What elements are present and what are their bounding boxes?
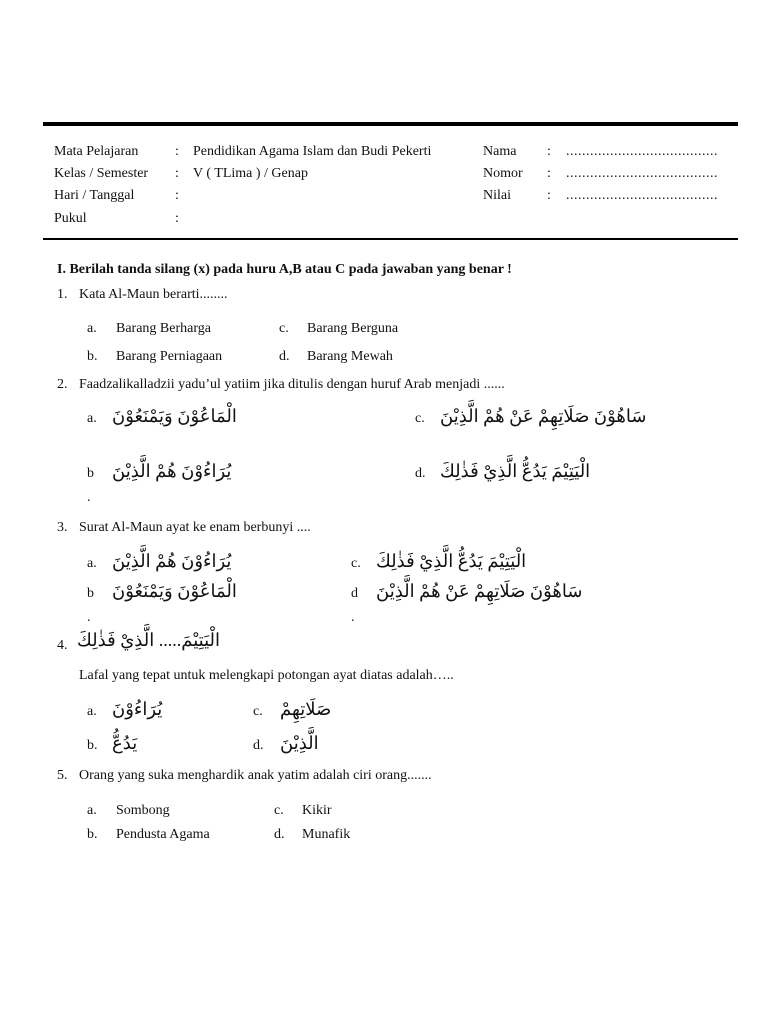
- question-number: 1.: [57, 287, 68, 302]
- option-letter-d[interactable]: d.: [274, 827, 285, 842]
- option-text-a[interactable]: Sombong: [116, 803, 170, 818]
- field-value-class: V ( TLima ) / Genap: [193, 166, 308, 181]
- field-blank-number[interactable]: ......................................: [566, 166, 718, 181]
- field-colon: :: [175, 166, 179, 181]
- option-letter-c[interactable]: c.: [274, 803, 284, 818]
- option-text-d[interactable]: سَاهُوْنَ صَلَاتِهِمْ عَنْ هُمْ الَّذِيْنَ: [376, 581, 583, 601]
- option-letter-d[interactable]: d.: [279, 349, 290, 364]
- field-label-class: Kelas / Semester: [54, 166, 149, 181]
- question-number: 2.: [57, 377, 68, 392]
- option-letter-a[interactable]: a.: [87, 411, 97, 426]
- option-text-b[interactable]: Barang Perniagaan: [116, 349, 223, 364]
- question-number: 5.: [57, 768, 68, 783]
- option-text-b[interactable]: Pendusta Agama: [116, 827, 210, 842]
- field-value-subject: Pendidikan Agama Islam dan Budi Pekerti: [193, 144, 432, 159]
- field-colon: :: [175, 211, 179, 226]
- option-letter-c[interactable]: c.: [351, 556, 361, 571]
- option-text-a[interactable]: الْمَاعُوْنَ وَيَمْنَعُوْنَ: [112, 406, 237, 426]
- option-text-d[interactable]: الْيَتِيْمَ يَدُعُّ الَّذِيْ فَذٰلِكَ: [440, 461, 591, 481]
- stray-dot: .: [351, 610, 355, 625]
- stray-dot: .: [87, 490, 91, 505]
- option-letter-c[interactable]: c.: [279, 321, 289, 336]
- option-letter-b[interactable]: b.: [87, 827, 98, 842]
- question-text: Lafal yang tepat untuk melengkapi potongan ayat diatas adalah…..: [79, 668, 454, 683]
- question-text: Surat Al-Maun ayat ke enam berbunyi ....: [79, 520, 311, 535]
- option-letter-d[interactable]: d.: [253, 738, 264, 753]
- question-number: 4.: [57, 638, 68, 653]
- option-letter-c[interactable]: c.: [415, 411, 425, 426]
- option-text-c[interactable]: صَلَاتِهِمْ: [280, 699, 332, 719]
- question-text: Orang yang suka menghardik anak yatim adalah ciri orang.......: [79, 768, 432, 783]
- section-instruction: I. Berilah tanda silang (x) pada huru A,B atau C pada jawaban yang benar !: [57, 262, 512, 277]
- option-letter-d[interactable]: d: [351, 586, 358, 601]
- field-colon: :: [547, 144, 551, 159]
- question-arabic-prompt: الْيَتِيْمَ..... الَّذِيْ فَذٰلِكَ: [77, 630, 220, 650]
- option-letter-b[interactable]: b: [87, 586, 94, 601]
- option-text-c[interactable]: الْيَتِيْمَ يَدُعُّ الَّذِيْ فَذٰلِكَ: [376, 551, 527, 571]
- field-blank-name[interactable]: ......................................: [566, 144, 718, 159]
- field-label-name: Nama: [483, 144, 517, 159]
- option-text-a[interactable]: Barang Berharga: [116, 321, 211, 336]
- field-colon: :: [547, 188, 551, 203]
- option-text-c[interactable]: سَاهُوْنَ صَلَاتِهِمْ عَنْ هُمْ الَّذِيْنَ: [440, 406, 647, 426]
- option-letter-a[interactable]: a.: [87, 803, 97, 818]
- option-letter-b[interactable]: b.: [87, 349, 98, 364]
- option-text-d[interactable]: Munafik: [302, 827, 351, 842]
- question-number: 3.: [57, 520, 68, 535]
- field-colon: :: [175, 144, 179, 159]
- stray-dot: .: [87, 610, 91, 625]
- option-text-d[interactable]: Barang Mewah: [307, 349, 393, 364]
- option-text-d[interactable]: الَّذِيْنَ: [280, 733, 319, 753]
- option-text-c[interactable]: Barang Berguna: [307, 321, 399, 336]
- field-label-subject: Mata Pelajaran: [54, 144, 139, 159]
- option-text-b[interactable]: يَدُعُّ: [112, 733, 138, 753]
- option-letter-d[interactable]: d.: [415, 466, 426, 481]
- field-colon: :: [547, 166, 551, 181]
- option-text-b[interactable]: الْمَاعُوْنَ وَيَمْنَعُوْنَ: [112, 581, 237, 601]
- option-letter-b[interactable]: b.: [87, 738, 98, 753]
- header-top-rule: [43, 122, 738, 126]
- field-label-number: Nomor: [483, 166, 523, 181]
- question-text: Faadzalikalladzii yadu’ul yatiim jika ditulis dengan huruf Arab menjadi ......: [79, 377, 505, 392]
- option-letter-c[interactable]: c.: [253, 704, 263, 719]
- field-colon: :: [175, 188, 179, 203]
- field-label-date: Hari / Tanggal: [54, 188, 135, 203]
- option-text-a[interactable]: يُرَاءُوْنَ هُمْ الَّذِيْنَ: [112, 551, 232, 571]
- option-text-a[interactable]: يُرَاءُوْنَ: [112, 699, 163, 719]
- field-label-time: Pukul: [54, 211, 87, 226]
- header-bottom-rule: [43, 238, 738, 240]
- option-letter-a[interactable]: a.: [87, 556, 97, 571]
- field-label-score: Nilai: [483, 188, 511, 203]
- option-text-b[interactable]: يُرَاءُوْنَ هُمْ الَّذِيْنَ: [112, 461, 232, 481]
- option-text-c[interactable]: Kikir: [302, 803, 332, 818]
- option-letter-a[interactable]: a.: [87, 321, 97, 336]
- question-text: Kata Al-Maun berarti........: [79, 287, 228, 302]
- option-letter-b[interactable]: b: [87, 466, 94, 481]
- field-blank-score[interactable]: ......................................: [566, 188, 718, 203]
- option-letter-a[interactable]: a.: [87, 704, 97, 719]
